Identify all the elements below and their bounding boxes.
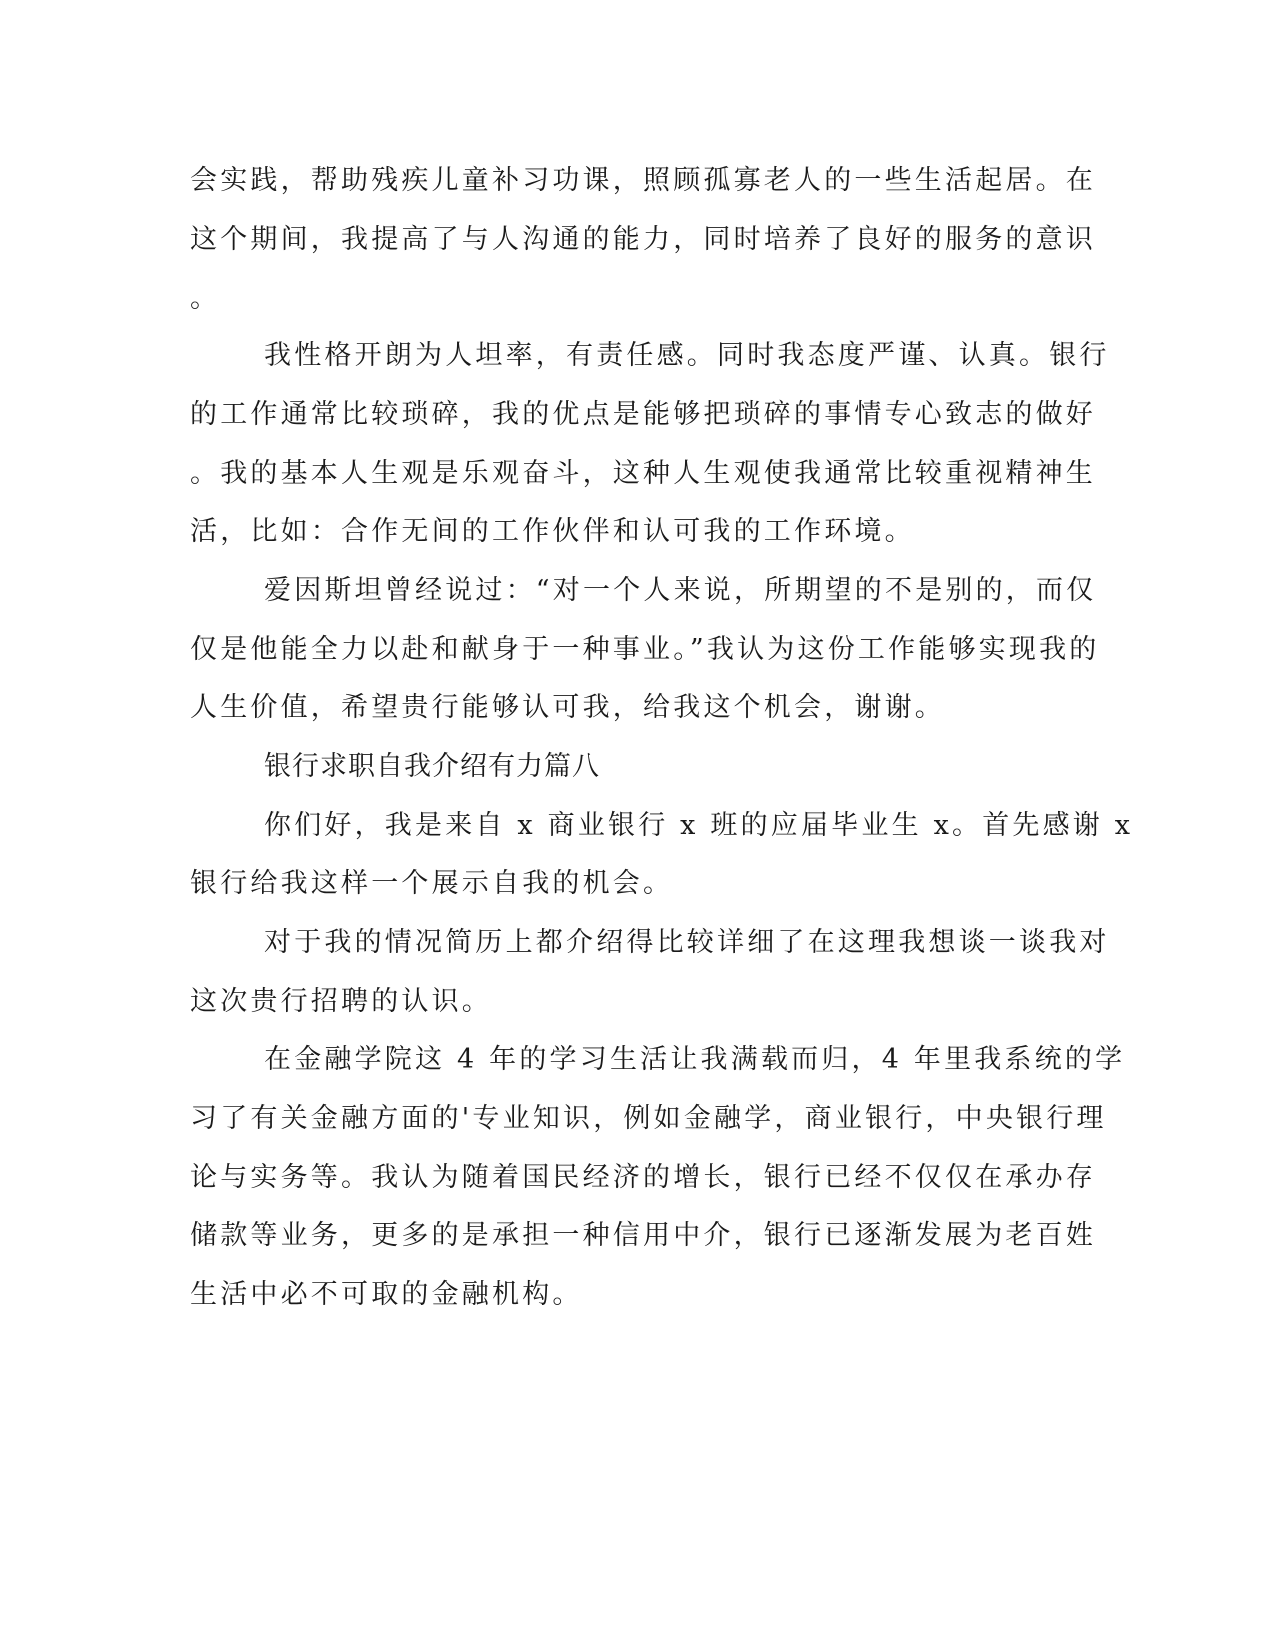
body-text-line: 我性格开朗为人坦率，有责任感。同时我态度严谨、认真。银行 — [264, 340, 1110, 371]
body-text-line: 这个期间，我提高了与人沟通的能力，同时培养了良好的服务的意识 — [190, 224, 1096, 255]
body-text-line: 爱因斯坦曾经说过：“对一个人来说，所期望的不是别的，而仅 — [264, 575, 1097, 606]
body-text-line: 在金融学院这 4 年的学习生活让我满载而归，4 年里我系统的学 — [264, 1044, 1126, 1075]
body-text-line: 论与实务等。我认为随着国民经济的增长，银行已经不仅仅在承办存 — [190, 1162, 1096, 1193]
body-text-line: 习了有关金融方面的'专业知识，例如金融学，商业银行，中央银行理 — [190, 1103, 1107, 1134]
body-text-line: 人生价值，希望贵行能够认可我，给我这个机会，谢谢。 — [190, 692, 945, 723]
body-text-line: 银行给我这样一个展示自我的机会。 — [190, 868, 674, 899]
body-text-line: 你们好，我是来自 x 商业银行 x 班的应届毕业生 x。首先感谢 x — [264, 810, 1134, 841]
body-text-line: 储款等业务，更多的是承担一种信用中介，银行已逐渐发展为老百姓 — [190, 1220, 1096, 1251]
body-text-line: 仅是他能全力以赴和献身于一种事业。”我认为这份工作能够实现我的 — [190, 634, 1100, 665]
body-text-line: 对于我的情况简历上都介绍得比较详细了在这理我想谈一谈我对 — [264, 927, 1110, 958]
body-text-line: 的工作通常比较琐碎，我的优点是能够把琐碎的事情专心致志的做好 — [190, 399, 1096, 430]
body-text-line: 这次贵行招聘的认识。 — [190, 986, 492, 1017]
body-text-line: 会实践，帮助残疾儿童补习功课，照顾孤寡老人的一些生活起居。在 — [190, 165, 1096, 196]
section-heading: 银行求职自我介绍有力篇八 — [264, 751, 600, 782]
body-text-line: 生活中必不可取的金融机构。 — [190, 1279, 583, 1310]
body-text-line: 。我的基本人生观是乐观奋斗，这种人生观使我通常比较重视精神生 — [190, 458, 1096, 489]
body-text-line: 。 — [190, 283, 221, 314]
body-text-line: 活，比如：合作无间的工作伙伴和认可我的工作环境。 — [190, 516, 915, 547]
